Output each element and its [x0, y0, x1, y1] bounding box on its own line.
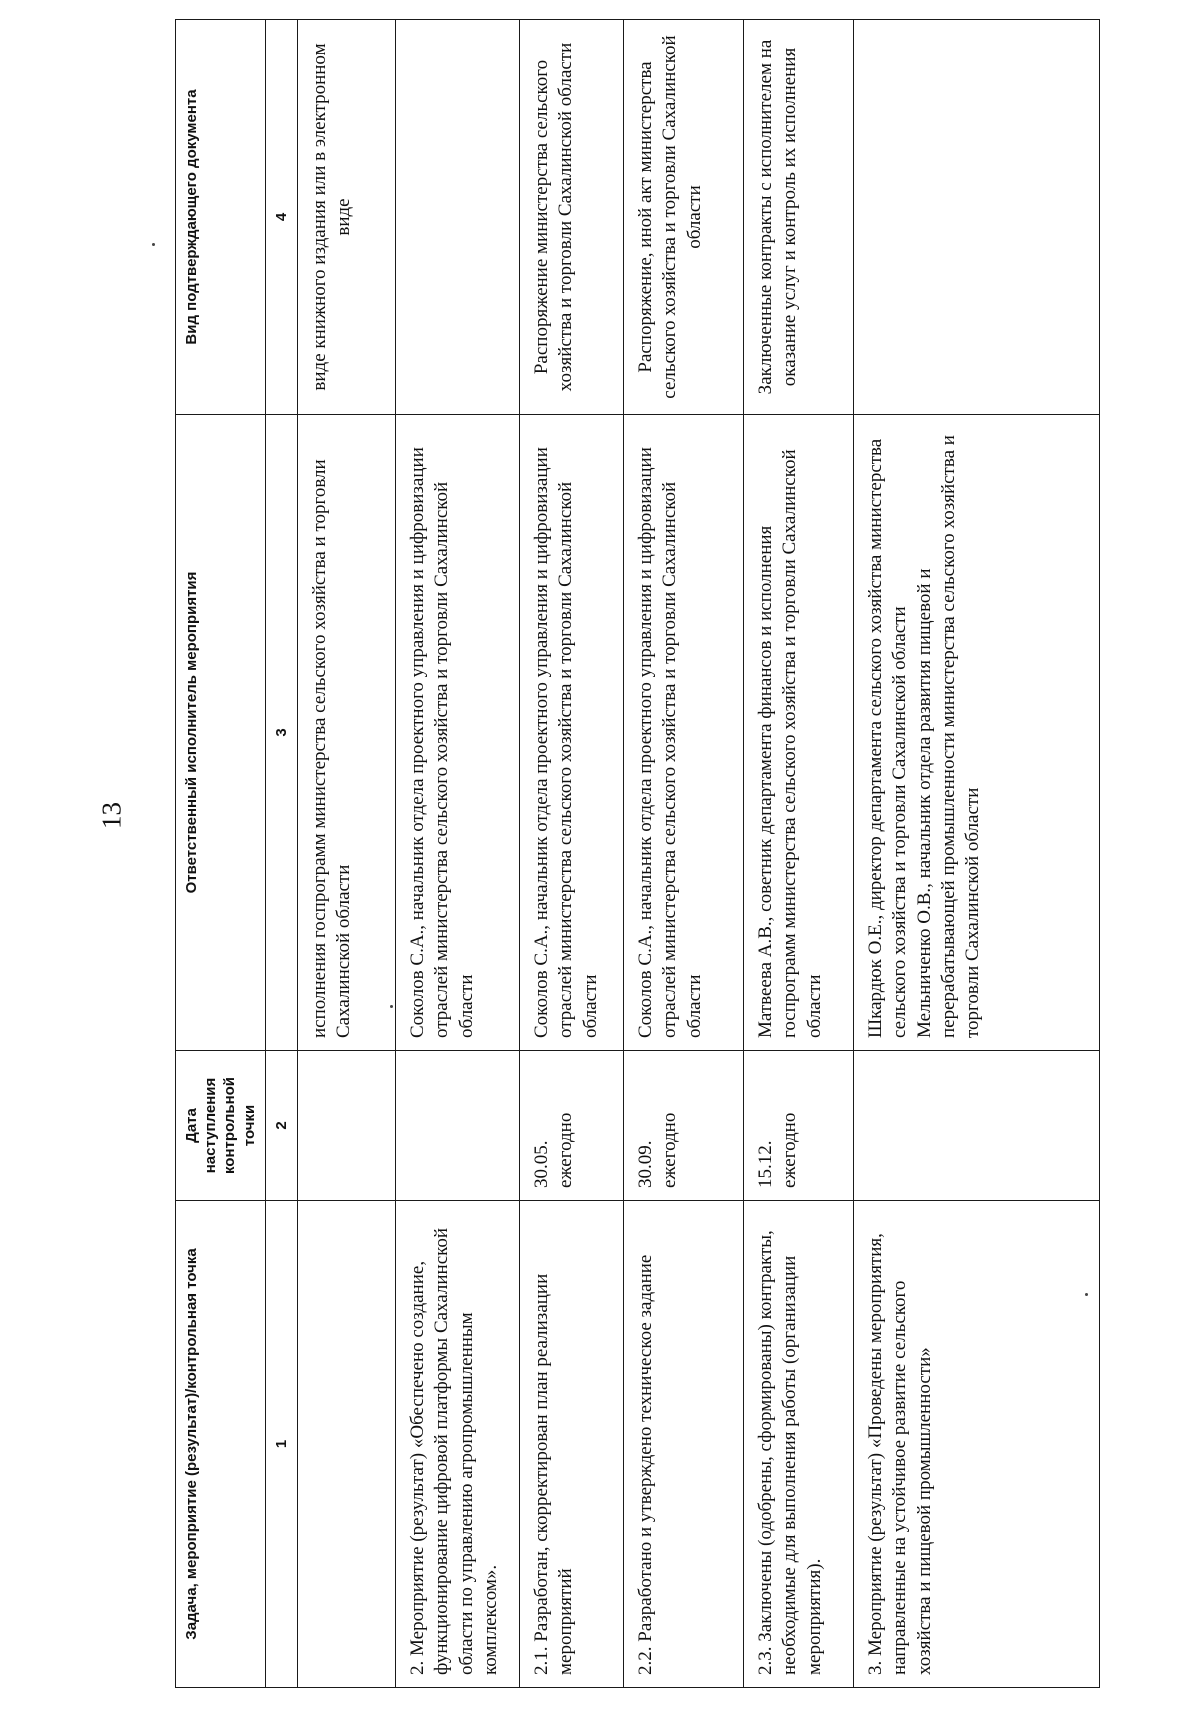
header-row [176, 20, 266, 1688]
task-cell: 2. Мероприятие (результат) «Обеспечено создание, функционирование цифровой платформы Сахалинской области по управлению агропромышленным комплексом». [395, 1201, 519, 1688]
date-cell [853, 1051, 1099, 1201]
task-cell [297, 1201, 395, 1688]
document-cell [395, 20, 519, 415]
header-task: Задача, мероприятие (результат)/контрольная точка [176, 1201, 266, 1688]
executor-cell: Соколов С.А., начальник отдела проектного управления и цифровизации отраслей министерства сельского хозяйства и торговли Сахалинской области [395, 415, 519, 1051]
column-number-row [265, 20, 297, 1688]
date-cell: 15.12. ежегодно [743, 1051, 853, 1201]
scan-speck [152, 243, 155, 246]
executor-cell: Матвеева А.В., советник департамента финансов и исполнения госпрограмм министерства сельского хозяйства и торговли Сахалинской области [743, 415, 853, 1051]
task-cell: 2.1. Разработан, скорректирован план реализации мероприятий [519, 1201, 623, 1688]
page-number: 13 [96, 802, 127, 829]
document-cell: виде книжного издания или в электронном виде [297, 20, 395, 415]
header-document: Вид подтверждающего документа [176, 20, 266, 415]
column-number: 1 [265, 1201, 297, 1688]
document-cell: Распоряжение, иной акт министерства сельского хозяйства и торговли Сахалинской области [623, 20, 743, 415]
task-cell: 3. Мероприятие (результат) «Проведены мероприятия, направленные на устойчивое развитие сельского хозяйства и пищевой промышленности» [853, 1201, 1099, 1688]
table-row [519, 20, 623, 1688]
header-date: Дата наступления контрольной точки [176, 1051, 266, 1201]
task-cell: 2.2. Разработано и утверждено техническое задание [623, 1201, 743, 1688]
document-cell: Распоряжение министерства сельского хозяйства и торговли Сахалинской области [519, 20, 623, 415]
column-number: 2 [265, 1051, 297, 1201]
date-cell: 30.09. ежегодно [623, 1051, 743, 1201]
header-executor: Ответственный исполнитель мероприятия [176, 415, 266, 1051]
rotated-table-container [175, 20, 1100, 1688]
column-number: 3 [265, 415, 297, 1051]
scan-speck [1085, 1293, 1088, 1296]
date-cell [297, 1051, 395, 1201]
control-points-table [175, 19, 1100, 1688]
executor-cell: Шкардюк О.Е., директор департамента сельского хозяйства министерства сельского хозяйства и торговли Сахалинской области Мельниченко О.В., начальник отдела развития пищевой и перерабатывающей промышленности министерства сельского хозяйства и торговли Сахалинской области [853, 415, 1099, 1051]
date-cell [395, 1051, 519, 1201]
scan-speck [390, 1005, 393, 1008]
table-row [853, 20, 1099, 1688]
date-cell: 30.05. ежегодно [519, 1051, 623, 1201]
executor-cell: исполнения госпрограмм министерства сельского хозяйства и торговли Сахалинской области [297, 415, 395, 1051]
table-row [297, 20, 395, 1688]
executor-cell: Соколов С.А., начальник отдела проектного управления и цифровизации отраслей министерства сельского хозяйства и торговли Сахалинской области [519, 415, 623, 1051]
task-cell: 2.3. Заключены (одобрены, сформированы) контракты, необходимые для выполнения работы (организации мероприятия). [743, 1201, 853, 1688]
table-row [743, 20, 853, 1688]
table-row [395, 20, 519, 1688]
table-row [623, 20, 743, 1688]
executor-cell: Соколов С.А., начальник отдела проектного управления и цифровизации отраслей министерства сельского хозяйства и торговли Сахалинской области [623, 415, 743, 1051]
column-number: 4 [265, 20, 297, 415]
document-cell [853, 20, 1099, 415]
document-cell: Заключенные контракты с исполнителем на оказание услуг и контроль их исполнения [743, 20, 853, 415]
